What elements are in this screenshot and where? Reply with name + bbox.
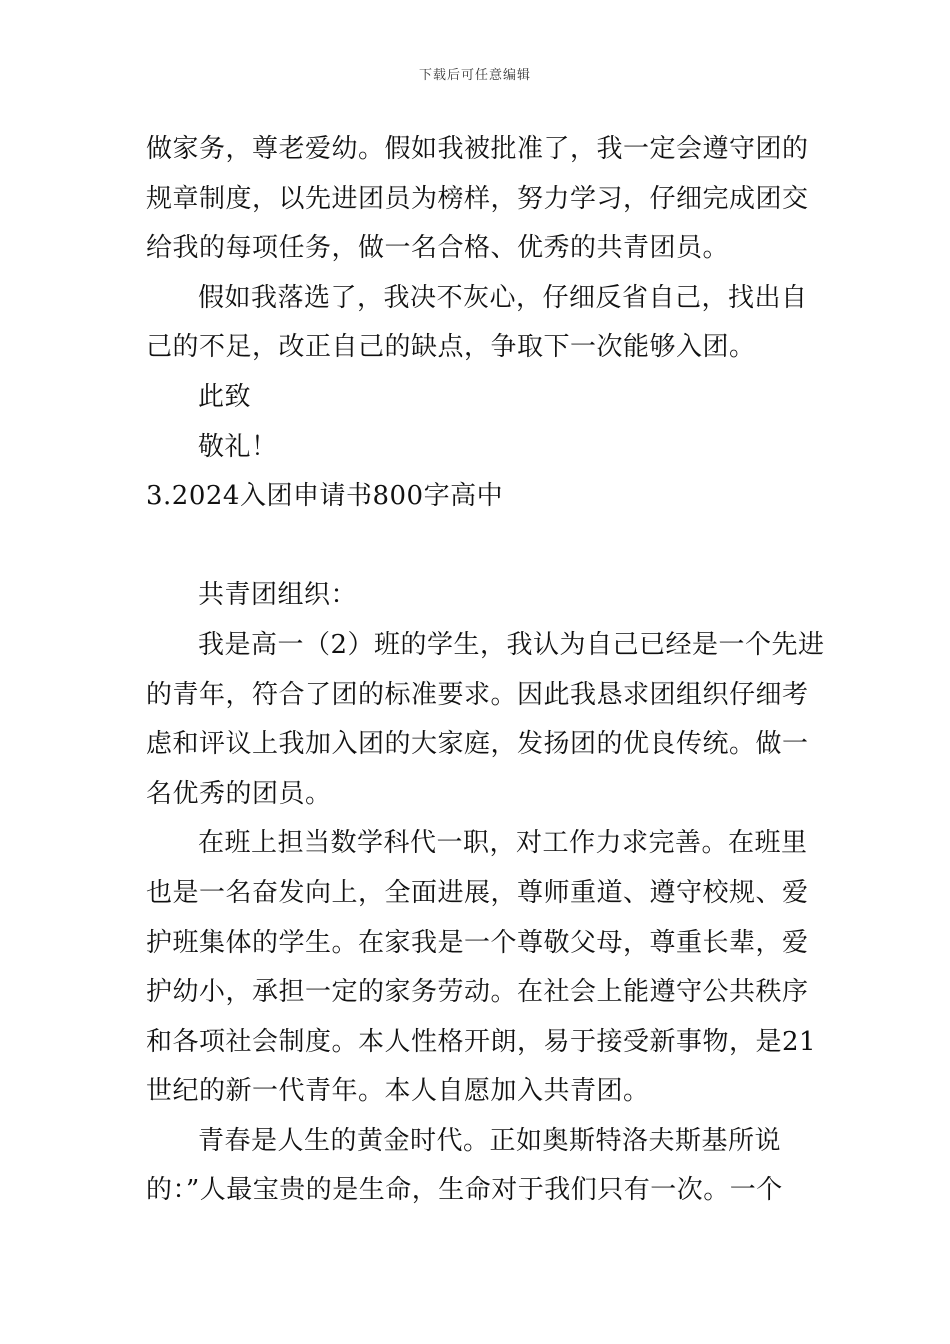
text-line: 虑和评议上我加入团的大家庭，发扬团的优良传统。做一 [146, 729, 809, 760]
text-line: 护幼小，承担一定的家务劳动。在社会上能遵守公共秩序 [146, 977, 809, 1008]
blank-line [146, 522, 808, 572]
page-header-note: 下载后可任意编辑 [418, 68, 531, 83]
paragraph-start-line: 在班上担当数学科代一职，对工作力求完善。在班里 [198, 828, 808, 859]
text-line: 己的不足，改正自己的缺点，争取下一次能够入团。 [146, 332, 756, 363]
closing-salutation: 此致 [198, 381, 252, 412]
text-line: 和各项社会制度。本人性格开朗，易于接受新事物，是21 [146, 1026, 817, 1057]
text-line: 世纪的新一代青年。本人自愿加入共青团。 [146, 1076, 650, 1107]
text-line: 也是一名奋发向上，全面进展，尊师重道、遵守校规、爱 [146, 877, 809, 908]
paragraph-start-line: 我是高一（2）班的学生，我认为自己已经是一个先进 [198, 629, 825, 660]
closing-regards: 敬礼！ [198, 431, 278, 462]
text-line: 规章制度，以先进团员为榜样，努力学习，仔细完成团交 [146, 183, 809, 214]
section-heading: 3.2024入团申请书800字高中 [146, 481, 504, 512]
paragraph-start-line: 假如我落选了，我决不灰心，仔细反省自己，找出自 [198, 282, 808, 313]
letter-greeting: 共青团组织： [198, 580, 358, 611]
text-line: 的青年，符合了团的标准要求。因此我恳求团组织仔细考 [146, 679, 809, 710]
text-line: 给我的每项任务，做一名合格、优秀的共青团员。 [146, 233, 730, 264]
document-body [146, 125, 825, 1216]
text-line: 名优秀的团员。 [146, 778, 332, 809]
text-line: 的：”人最宝贵的是生命，生命对于我们只有一次。一个 [146, 1175, 783, 1206]
text-line: 护班集体的学生。在家我是一个尊敬父母，尊重长辈，爱 [146, 927, 809, 958]
paragraph-start-line: 青春是人生的黄金时代。正如奥斯特洛夫斯基所说 [198, 1125, 782, 1156]
text-line: 做家务，尊老爱幼。假如我被批准了，我一定会遵守团的 [146, 134, 809, 164]
